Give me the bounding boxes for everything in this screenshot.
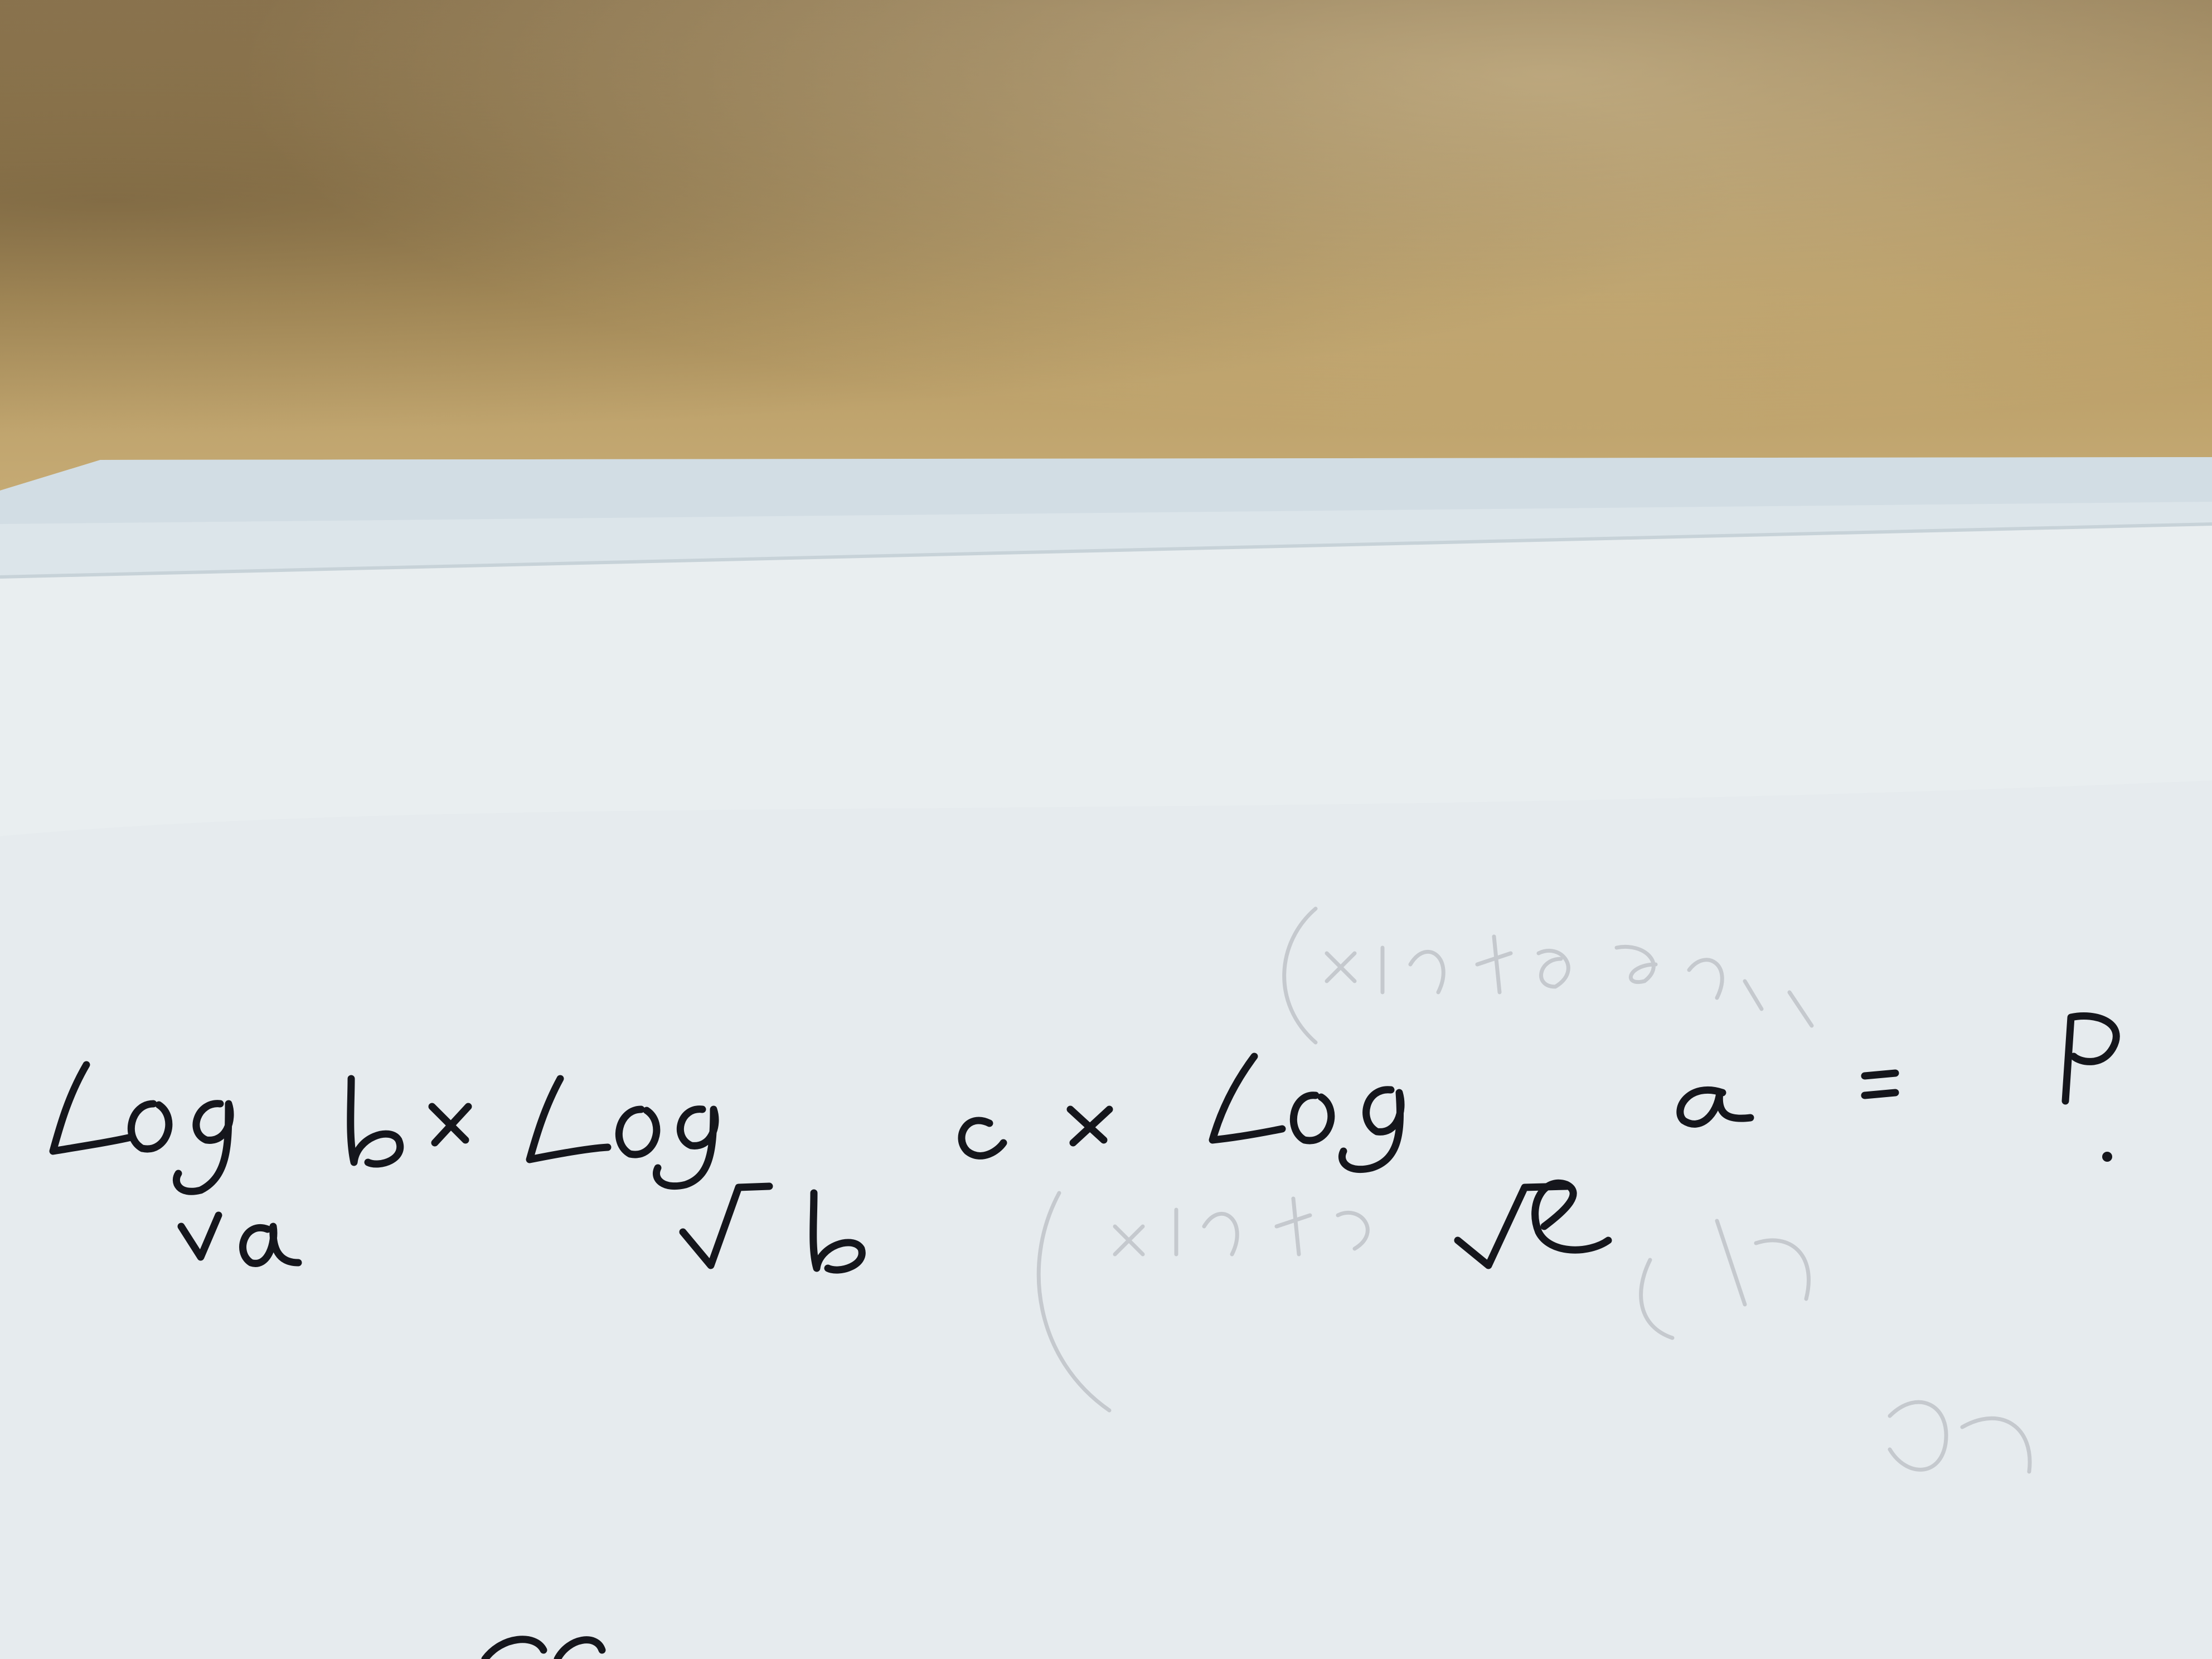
- paper-shading: [0, 780, 2212, 1659]
- question-dot: [2102, 1152, 2112, 1162]
